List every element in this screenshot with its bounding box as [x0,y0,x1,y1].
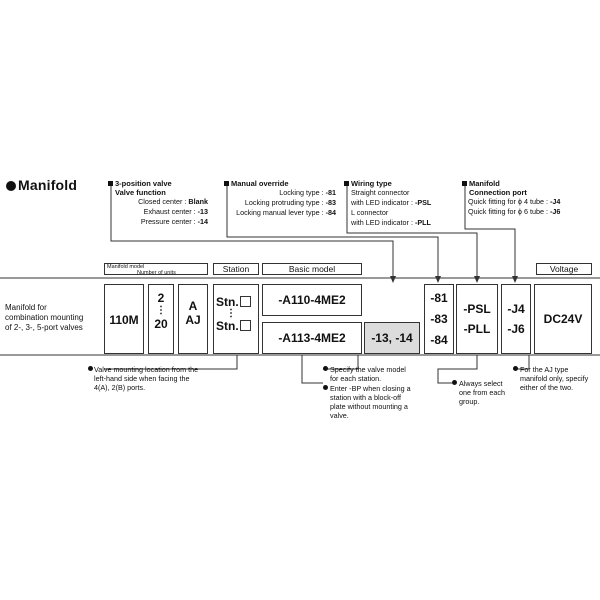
note-always-select: Always select one from each group. [459,379,505,406]
cell-number-of-units: 2 ⋮ 20 [148,284,174,354]
note-subheading: Valve function [115,188,166,197]
list-item: Exhaust center : -13 [143,207,208,216]
list-item: with LED indicator : -PSL [351,198,432,207]
bullet-icon [513,366,518,371]
cell-function-options: -13, -14 [364,322,420,354]
bullet-icon [88,366,93,371]
list-item: Locking manual lever type : -84 [236,208,336,217]
list-item: Locking protruding type : -83 [244,198,336,207]
note-subheading: Connection port [469,188,527,197]
cell-model: 110M [104,284,144,354]
page-title: Manifold [18,177,78,193]
note-block-off-plate: Enter -BP when closing a station with a block-off plate without mounting a valve. [330,384,411,420]
note-valve-mounting: Valve mounting location from the left-hand side when facing the 4(A), 2(B) ports. [94,365,199,392]
bullet-icon [323,385,328,390]
list-item: Quick fitting for ϕ 6 tube : -J6 [468,207,561,216]
header-station: Station [213,263,259,275]
bullet-icon [452,380,457,385]
note-heading: Manifold [469,179,500,188]
header-basic-model: Basic model [262,263,362,275]
note-heading: 3-position valve [115,179,172,188]
cell-basic-model-bottom: -A113-4ME2 [262,322,362,354]
cell-voltage: DC24V [534,284,592,354]
station-checkbox[interactable] [240,296,251,307]
list-item: Locking type : -81 [279,188,336,197]
list-item: Pressure center : -14 [140,217,208,226]
station-checkbox[interactable] [240,320,251,331]
note-aj-type: For the AJ type manifold only, specify either of the two. [520,365,589,392]
cell-manifold-type: A AJ [178,284,208,354]
manifold-description: Manifold for combination mounting of 2-, 3-, 5-port valves [5,303,84,332]
note-station-spec: Specify the valve model for each station. [330,365,406,383]
header-manifold-model: Manifold model Number of units [104,263,208,275]
cell-wiring-type: -PSL -PLL [456,284,498,354]
note-heading: Wiring type [351,179,392,188]
cell-station: Stn. ⋮ Stn. [213,284,259,354]
list-item: Quick fitting for ϕ 4 tube : -J4 [468,197,561,206]
list-item: Straight connector [351,188,410,197]
cell-manual-override: -81 -83 -84 [424,284,454,354]
note-heading: Manual override [231,179,289,188]
list-item: Closed center : Blank [138,197,208,206]
bullet-icon [323,366,328,371]
header-voltage: Voltage [536,263,592,275]
list-item: with LED indicator : -PLL [351,218,431,227]
cell-connection-port: -J4 -J6 [501,284,531,354]
cell-basic-model-top: -A110-4ME2 [262,284,362,316]
list-item: L connector [351,208,389,217]
